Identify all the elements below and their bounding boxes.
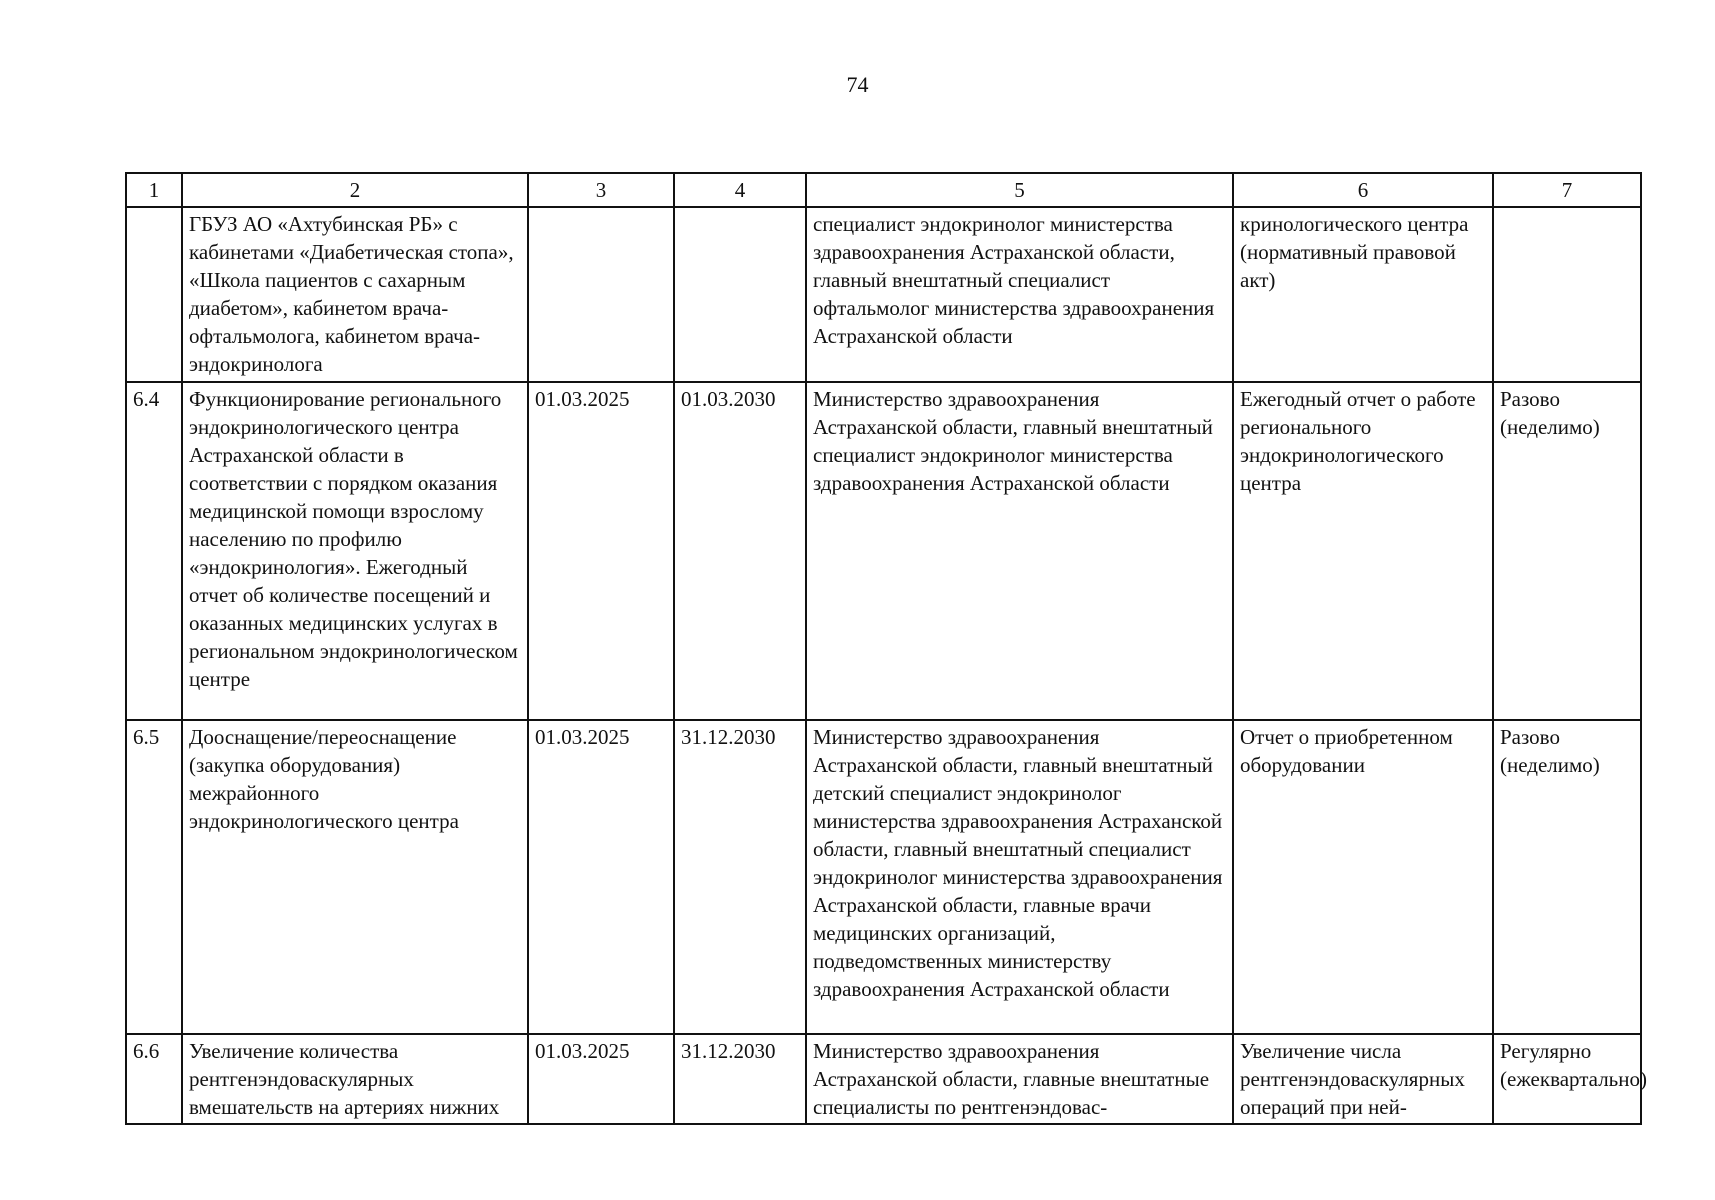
column-header: 7	[1493, 173, 1641, 207]
column-header: 4	[674, 173, 806, 207]
table-row	[126, 207, 1641, 382]
header-row	[126, 173, 1641, 207]
cell-description: Увеличение количества рентгенэндоваскулярных вмешательств на артериях нижних	[182, 1034, 528, 1124]
cell-description: Функционирование регионального эндокринологического центра Астраханской области в соответствии с порядком оказания медицинской помощи взрослому населению по профилю «эндокринология». Ежегодный отчет об количестве посещений и оказанных медицинских услугах в региональном эндокринологическом центре	[182, 382, 528, 720]
cell-end-date: 01.03.2030	[674, 382, 806, 720]
cell-periodicity: Разово (неделимо)	[1493, 720, 1641, 1034]
cell-start-date	[528, 207, 674, 382]
table-row	[126, 382, 1641, 720]
cell-start-date: 01.03.2025	[528, 382, 674, 720]
cell-description: Дооснащение/переоснащение (закупка оборудования) межрайонного эндокринологического центра	[182, 720, 528, 1034]
table-row	[126, 720, 1641, 1034]
cell-responsible: Министерство здравоохранения Астраханской области, главный внештатный специалист эндокринолог министерства здравоохранения Астраханской области	[806, 382, 1233, 720]
column-header: 2	[182, 173, 528, 207]
measures-table	[125, 172, 1647, 1125]
cell-number	[126, 207, 182, 382]
cell-responsible: Министерство здравоохранения Астраханской области, главный внештатный детский специалист эндокринолог министерства здравоохранения Астраханской области, главный внештатный специалист эндокринолог министерства здравоохранения Астраханской области, главные врачи медицинских организаций, подведомственных министерству здравоохранения Астраханской области	[806, 720, 1233, 1034]
cell-end-date: 31.12.2030	[674, 1034, 806, 1124]
cell-result: Ежегодный отчет о работе регионального эндокринологического центра	[1233, 382, 1493, 720]
cell-number: 6.5	[126, 720, 182, 1034]
cell-result: кринологического центра (нормативный правовой акт)	[1233, 207, 1493, 382]
column-header: 3	[528, 173, 674, 207]
cell-responsible: специалист эндокринолог министерства здравоохранения Астраханской области, главный внештатный специалист офтальмолог министерства здравоохранения Астраханской области	[806, 207, 1233, 382]
cell-number: 6.4	[126, 382, 182, 720]
cell-result: Отчет о приобретенном оборудовании	[1233, 720, 1493, 1034]
cell-end-date: 31.12.2030	[674, 720, 806, 1034]
cell-periodicity	[1493, 207, 1641, 382]
cell-result: Увеличение числа рентгенэндоваскулярных операций при ней-	[1233, 1034, 1493, 1124]
column-header: 1	[126, 173, 182, 207]
table-row	[126, 1034, 1641, 1124]
cell-end-date	[674, 207, 806, 382]
cell-start-date: 01.03.2025	[528, 1034, 674, 1124]
cell-responsible: Министерство здравоохранения Астраханской области, главные внештатные специалисты по рентгенэндовас-	[806, 1034, 1233, 1124]
cell-number: 6.6	[126, 1034, 182, 1124]
cell-periodicity: Регулярно (ежеквартально)	[1493, 1034, 1641, 1124]
column-header: 6	[1233, 173, 1493, 207]
cell-start-date: 01.03.2025	[528, 720, 674, 1034]
column-header: 5	[806, 173, 1233, 207]
page-number: 74	[846, 72, 869, 97]
cell-description: ГБУЗ АО «Ахтубинская РБ» с кабинетами «Диабетическая стопа», «Школа пациентов с сахарным диабетом», кабинетом врача-офтальмолога, кабинетом врача-эндокринолога	[182, 207, 528, 382]
cell-periodicity: Разово (неделимо)	[1493, 382, 1641, 720]
